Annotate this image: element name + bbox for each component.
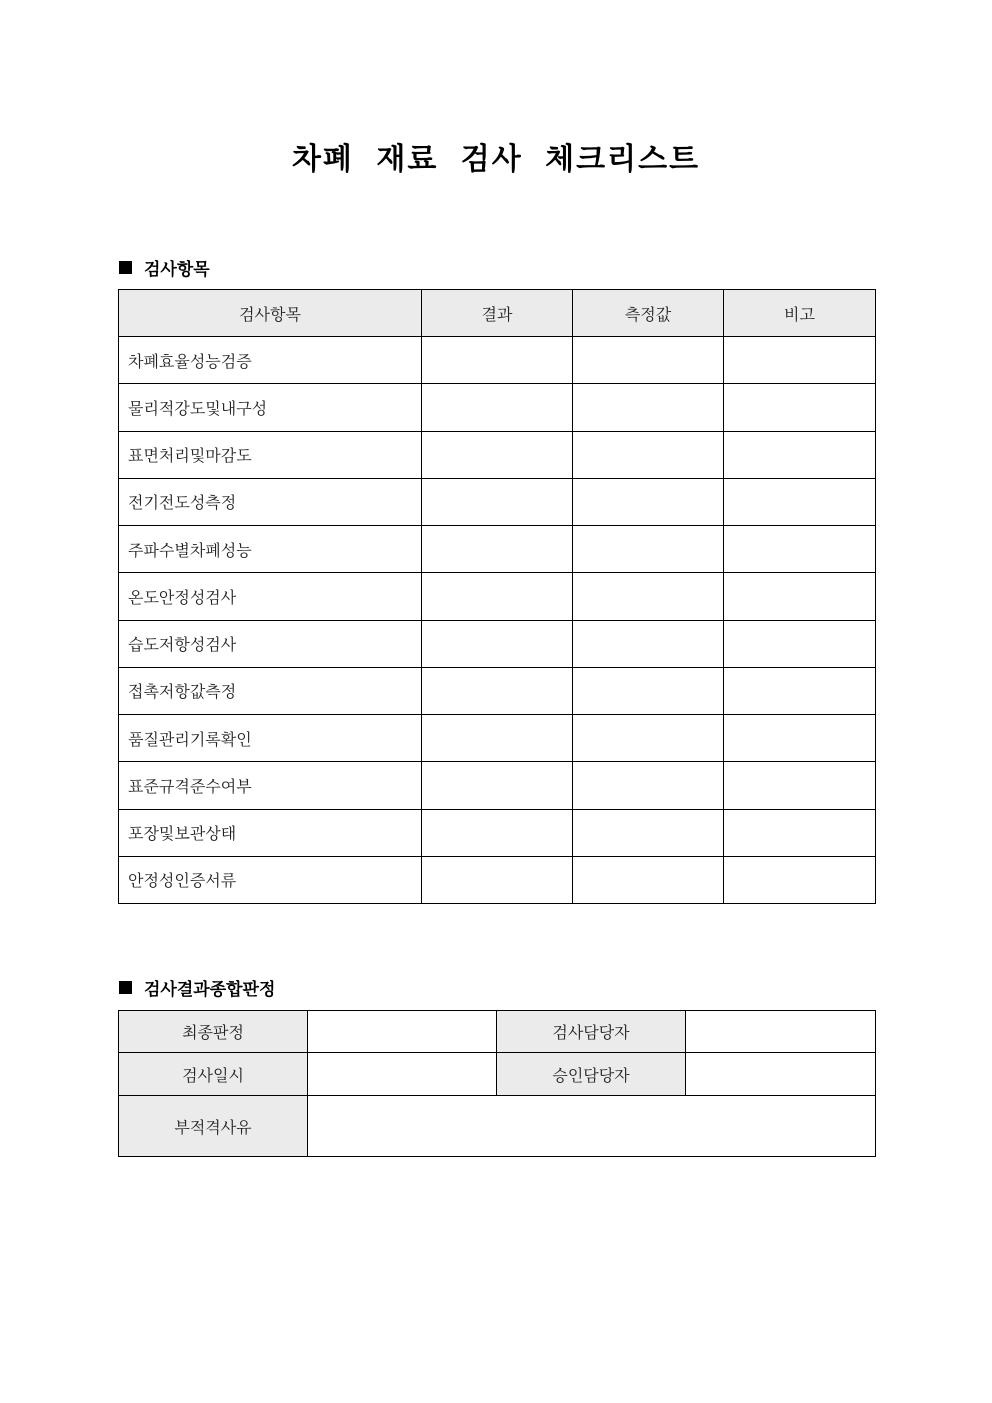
remarks-cell[interactable] (724, 337, 876, 384)
item-cell: 온도안정성검사 (119, 573, 422, 620)
inspection-date-field[interactable] (308, 1053, 497, 1096)
column-header-result: 결과 (422, 290, 573, 337)
column-header-remarks: 비고 (724, 290, 876, 337)
item-cell: 차폐효율성능검증 (119, 337, 422, 384)
inspection-items-table (118, 289, 876, 904)
remarks-cell[interactable] (724, 526, 876, 573)
column-header-measured: 측정값 (573, 290, 724, 337)
approver-field[interactable] (686, 1053, 876, 1096)
item-cell: 물리적강도및내구성 (119, 384, 422, 431)
item-cell: 접촉저항값측정 (119, 667, 422, 714)
final-judgment-label: 최종판정 (119, 1011, 308, 1053)
section-heading-inspection-items (119, 255, 210, 280)
result-cell[interactable] (422, 384, 573, 431)
square-bullet-icon (119, 261, 132, 274)
remarks-cell[interactable] (724, 667, 876, 714)
approver-label: 승인담당자 (497, 1053, 686, 1096)
table-row (119, 1053, 876, 1096)
result-cell[interactable] (422, 762, 573, 809)
measured-cell[interactable] (573, 384, 724, 431)
table-row (119, 1096, 876, 1157)
table-header-row (119, 290, 876, 337)
table-row (119, 762, 876, 809)
column-header-item: 검사항목 (119, 290, 422, 337)
measured-cell[interactable] (573, 337, 724, 384)
measured-cell[interactable] (573, 620, 724, 667)
section-heading-label: 검사항목 (144, 260, 210, 280)
final-judgment-field[interactable] (308, 1011, 497, 1053)
result-cell[interactable] (422, 667, 573, 714)
item-cell: 포장및보관상태 (119, 809, 422, 856)
remarks-cell[interactable] (724, 573, 876, 620)
square-bullet-icon (119, 981, 132, 994)
result-cell[interactable] (422, 478, 573, 525)
table-row (119, 573, 876, 620)
remarks-cell[interactable] (724, 856, 876, 903)
measured-cell[interactable] (573, 526, 724, 573)
table-row (119, 667, 876, 714)
measured-cell[interactable] (573, 715, 724, 762)
measured-cell[interactable] (573, 762, 724, 809)
section-heading-overall-judgment (119, 975, 275, 1000)
inspection-date-label: 검사일시 (119, 1053, 308, 1096)
document-title: 차폐 재료 검사 체크리스트 (291, 142, 701, 177)
table-row (119, 384, 876, 431)
remarks-cell[interactable] (724, 431, 876, 478)
measured-cell[interactable] (573, 478, 724, 525)
item-cell: 안정성인증서류 (119, 856, 422, 903)
overall-judgment-table (118, 1010, 876, 1157)
table-row (119, 1011, 876, 1053)
item-cell: 주파수별차폐성능 (119, 526, 422, 573)
table-row (119, 526, 876, 573)
measured-cell[interactable] (573, 856, 724, 903)
result-cell[interactable] (422, 573, 573, 620)
result-cell[interactable] (422, 856, 573, 903)
result-cell[interactable] (422, 620, 573, 667)
remarks-cell[interactable] (724, 809, 876, 856)
item-cell: 품질관리기록확인 (119, 715, 422, 762)
inspector-label: 검사담당자 (497, 1011, 686, 1053)
measured-cell[interactable] (573, 573, 724, 620)
nonconformity-reason-label: 부적격사유 (119, 1096, 308, 1157)
result-cell[interactable] (422, 526, 573, 573)
remarks-cell[interactable] (724, 715, 876, 762)
result-cell[interactable] (422, 715, 573, 762)
section-heading-label: 검사결과종합판정 (144, 980, 276, 1000)
item-cell: 전기전도성측정 (119, 478, 422, 525)
measured-cell[interactable] (573, 667, 724, 714)
table-row (119, 431, 876, 478)
remarks-cell[interactable] (724, 762, 876, 809)
result-cell[interactable] (422, 809, 573, 856)
table-row (119, 620, 876, 667)
measured-cell[interactable] (573, 431, 724, 478)
result-cell[interactable] (422, 337, 573, 384)
item-cell: 표준규격준수여부 (119, 762, 422, 809)
measured-cell[interactable] (573, 809, 724, 856)
nonconformity-reason-field[interactable] (308, 1096, 876, 1157)
table-row (119, 856, 876, 903)
table-row (119, 478, 876, 525)
table-row (119, 715, 876, 762)
remarks-cell[interactable] (724, 620, 876, 667)
inspector-field[interactable] (686, 1011, 876, 1053)
result-cell[interactable] (422, 431, 573, 478)
remarks-cell[interactable] (724, 384, 876, 431)
table-row (119, 337, 876, 384)
table-row (119, 809, 876, 856)
item-cell: 표면처리및마감도 (119, 431, 422, 478)
remarks-cell[interactable] (724, 478, 876, 525)
item-cell: 습도저항성검사 (119, 620, 422, 667)
